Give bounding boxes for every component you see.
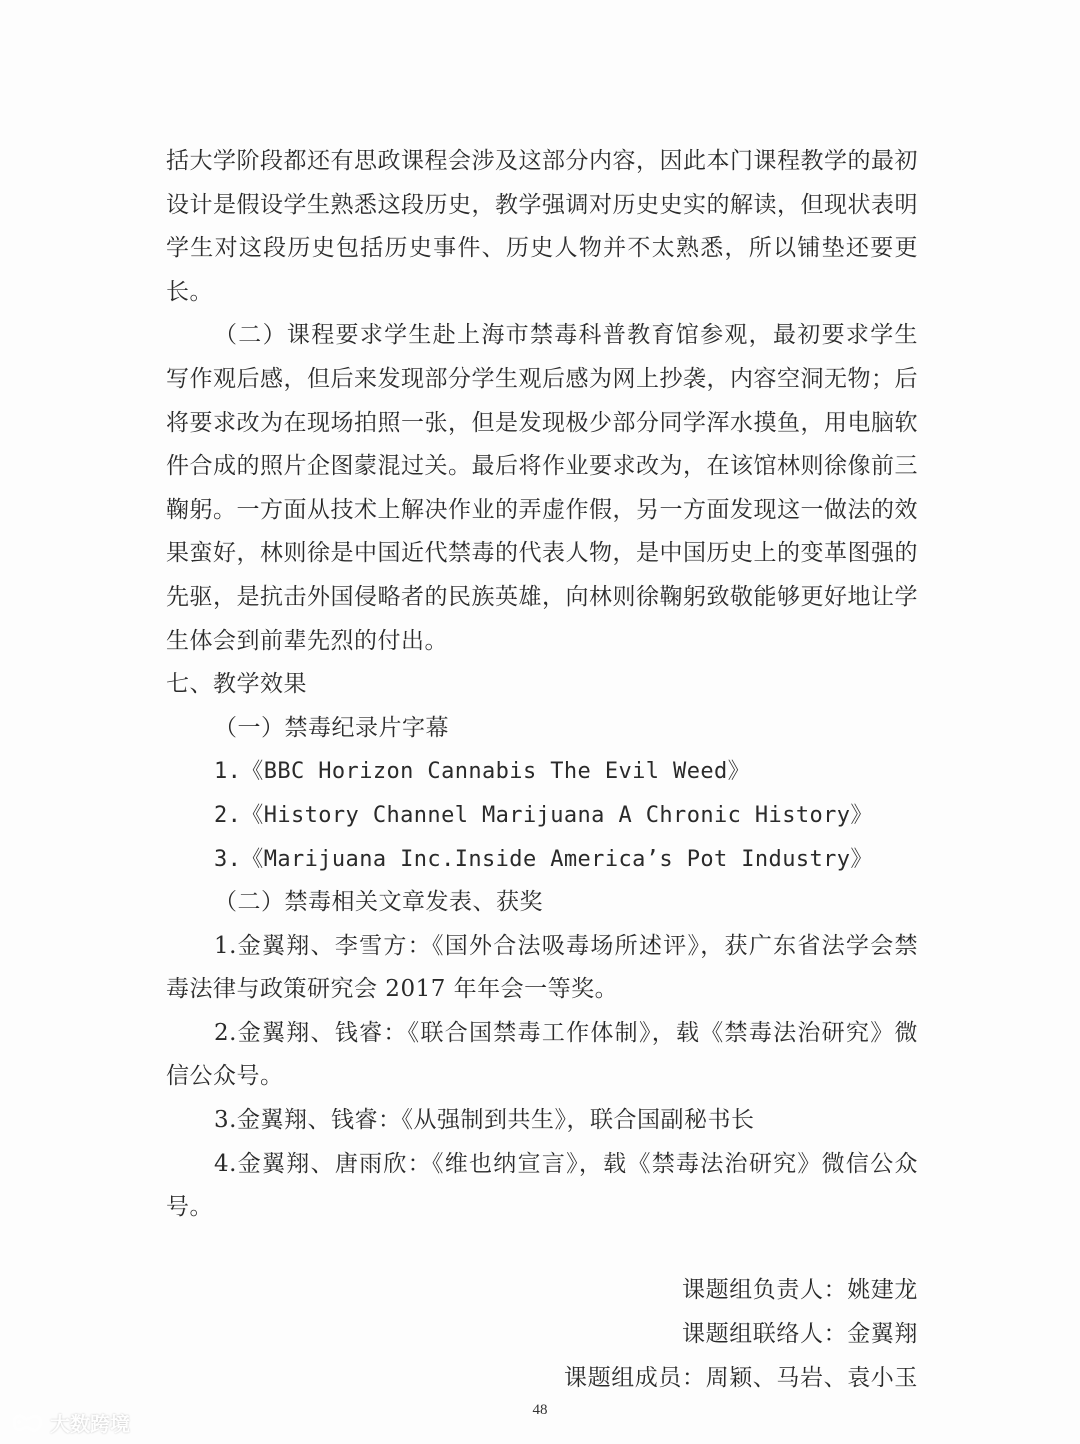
article-item-1: 1.金翼翔、李雪方：《国外合法吸毒场所述评》，获广东省法学会禁毒法律与政策研究会 2017 年年会一等奖。 <box>166 932 918 1003</box>
page-number: 48 <box>532 1402 548 1418</box>
signature-contact: 课题组联络人：金翼翔 <box>682 1321 918 1347</box>
article-item-3: 3.金翼翔、钱睿：《从强制到共生》，联合国副秘书长 <box>214 1107 755 1134</box>
watermark-text: 大数跨境 <box>50 1412 130 1436</box>
signature-members: 课题组成员：周颖、马岩、袁小玉 <box>564 1365 918 1391</box>
documentary-item-2: 2.《History Channel Marijuana A Chronic History》 <box>214 802 873 828</box>
subheading-articles-awards: （二）禁毒相关文章发表、获奖 <box>214 889 543 916</box>
section-heading-teaching-effect: 七、教学效果 <box>166 671 307 698</box>
signature-block <box>564 1268 918 1400</box>
brand-logo-icon <box>10 1411 44 1435</box>
signature-leader: 课题组负责人：姚建龙 <box>682 1277 918 1303</box>
document-body <box>166 140 918 1230</box>
paragraph-history-intro: 括大学阶段都还有思政课程会涉及这部分内容，因此本门课程教学的最初设计是假设学生熟悉这段历史，教学强调对历史史实的解读，但现状表明学生对这段历史包括历史事件、历史人物并不太熟悉，所以铺垫还要更长。 <box>166 148 918 305</box>
watermark <box>10 1408 130 1437</box>
paragraph-museum-visit: （二）课程要求学生赴上海市禁毒科普教育馆参观，最初要求学生写作观后感，但后来发现部分学生观后感为网上抄袭，内容空洞无物；后将要求改为在现场拍照一张，但是发现极少部分同学浑水摸鱼，用电脑软件合成的照片企图蒙混过关。最后将作业要求改为，在该馆林则徐像前三鞠躬。一方面从技术上解决作业的弄虚作假，另一方面发现这一做法的效果蛮好，林则徐是中国近代禁毒的代表人物，是中国历史上的变革图强的先驱，是抗击外国侵略者的民族英雄，向林则徐鞠躬致敬能够更好地让学生体会到前辈先烈的付出。 <box>166 322 918 654</box>
subheading-documentary-subtitles: （一）禁毒纪录片字幕 <box>214 714 449 741</box>
documentary-item-1: 1.《BBC Horizon Cannabis The Evil Weed》 <box>214 759 751 785</box>
article-item-4: 4.金翼翔、唐雨欣：《维也纳宣言》，载《禁毒法治研究》微信公众号。 <box>166 1150 918 1221</box>
documentary-item-3: 3.《Marijuana Inc.Inside America’s Pot Industry》 <box>214 846 873 872</box>
article-item-2: 2.金翼翔、钱睿：《联合国禁毒工作体制》，载《禁毒法治研究》微信公众号。 <box>166 1019 918 1090</box>
